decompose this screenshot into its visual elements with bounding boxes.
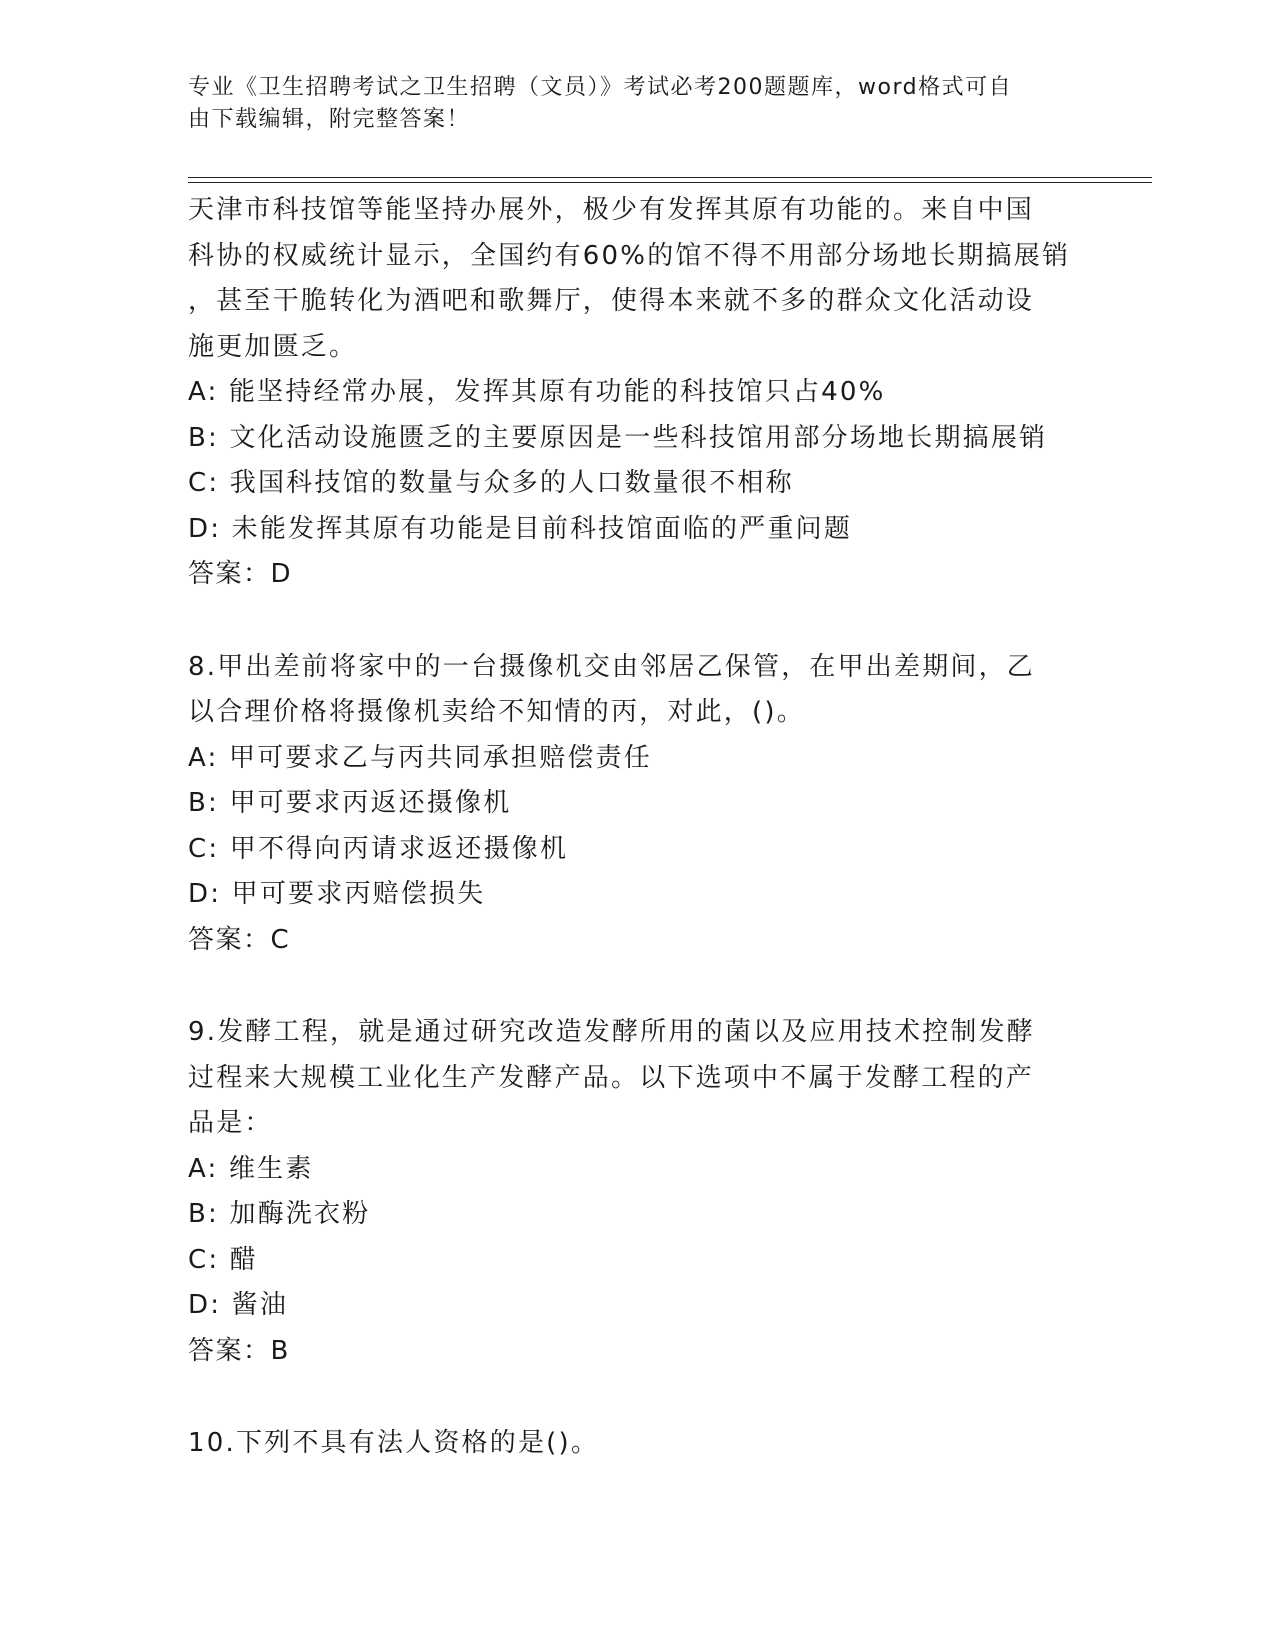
question-stem-line: 10.下列不具有法人资格的是()。 [188,1428,600,1458]
question-stem-line: 品是： [188,1108,273,1138]
option-c: C: 我国科技馆的数量与众多的人口数量很不相称 [188,468,794,498]
header-line-1: 专业《卫生招聘考试之卫生招聘（文员）》考试必考200题题库，word格式可自 [188,75,1013,100]
question-8 [188,645,1088,964]
answer-label: 答案：C [188,924,291,955]
option-d: D: 酱油 [188,1290,289,1320]
spacer [188,598,1088,645]
answer-label: 答案：B [188,1335,290,1366]
spacer [188,1374,1088,1421]
question-stem-line: 施更加匮乏。 [188,331,358,362]
option-c: C: 醋 [188,1244,258,1275]
option-b: B: 甲可要求丙返还摄像机 [188,788,512,818]
document-header [188,72,1068,136]
header-divider-top [188,177,1152,178]
question-stem-line: ，甚至干脆转化为酒吧和歌舞厅，使得本来就不多的群众文化活动设 [188,286,1035,316]
option-c: C: 甲不得向丙请求返还摄像机 [188,833,569,864]
question-stem-line: 过程来大规模工业化生产发酵产品。以下选项中不属于发酵工程的产 [188,1062,1035,1093]
header-line-2: 由下载编辑，附完整答案！ [188,107,471,132]
option-d: D: 未能发挥其原有功能是目前科技馆面临的严重问题 [188,513,853,544]
option-b: B: 加酶洗衣粉 [188,1199,371,1229]
question-stem-line: 科协的权威统计显示，全国约有60%的馆不得不用部分场地长期搞展销 [188,240,1071,271]
question-9 [188,1010,1088,1374]
answer-label: 答案：D [188,559,293,589]
question-stem-line: 8.甲出差前将家中的一台摄像机交由邻居乙保管，在甲出差期间，乙 [188,651,1036,682]
question-stem-line: 以合理价格将摄像机卖给不知情的丙，对此，()。 [188,697,805,727]
option-d: D: 甲可要求丙赔偿损失 [188,879,486,909]
question-stem-line: 9.发酵工程，就是通过研究改造发酵所用的菌以及应用技术控制发酵 [188,1017,1036,1047]
header-divider-bottom [188,182,1152,183]
spacer [188,963,1088,1010]
option-a: A: 甲可要求乙与丙共同承担赔偿责任 [188,742,652,773]
option-a: A: 维生素 [188,1153,314,1184]
question-stem-line: 天津市科技馆等能坚持办展外，极少有发挥其原有功能的。来自中国 [188,195,1035,225]
question-7 [188,188,1088,598]
question-content [188,188,1088,1467]
option-b: B: 文化活动设施匮乏的主要原因是一些科技馆用部分场地长期搞展销 [188,422,1048,453]
question-10 [188,1421,1088,1467]
option-a: A: 能坚持经常办展，发挥其原有功能的科技馆只占40% [188,377,886,407]
